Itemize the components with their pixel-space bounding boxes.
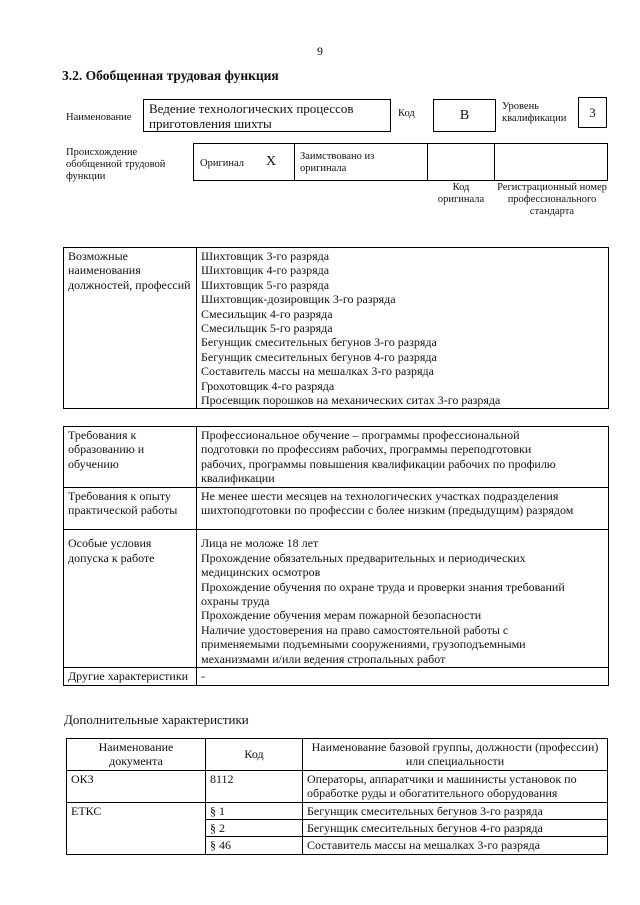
header-name: Наименование базовой группы, должности (профессии) или специальности <box>303 739 608 771</box>
level-value: 3 <box>578 97 607 128</box>
origin-label: Происхождение обобщенной трудовой функции <box>66 147 166 182</box>
experience-label: Требования к опыту практической работы <box>64 487 197 530</box>
text-line: подготовки по профессиям рабочих, программы переподготовки <box>201 442 532 457</box>
okz-name <box>303 770 608 802</box>
table-row <box>67 802 608 819</box>
code-value: В <box>433 99 496 132</box>
text-line: квалификации <box>201 471 275 486</box>
text-line: рабочих, программы повышения квалификации рабочих по профилю <box>201 456 556 471</box>
etks-code: § 2 <box>206 820 303 837</box>
experience-value <box>197 487 609 530</box>
list-item: Шихтовщик 5-го разряда <box>201 277 330 292</box>
text-line: Не менее шести месяцев на технологических участках подразделения <box>201 488 559 503</box>
text-line: Лица не моложе 18 лет <box>201 536 319 551</box>
original-mark: X <box>266 154 277 169</box>
positions-table <box>63 247 609 409</box>
code-label: Код <box>398 108 415 119</box>
additional-title: Дополнительные характеристики <box>64 712 249 727</box>
other-characteristics-value: - <box>197 668 609 685</box>
section-title: 3.2. Обобщенная трудовая функция <box>62 68 279 83</box>
etks-name: Бегунщик смесительных бегунов 3-го разряда <box>303 802 608 819</box>
text-line: Прохождение обязательных предварительных и периодических <box>201 550 526 565</box>
requirements-table <box>63 426 609 686</box>
list-item: Грохотовщик 4-го разряда <box>201 378 335 393</box>
original-label: Оригинал <box>200 158 244 169</box>
table-row <box>64 487 609 530</box>
origin-divider <box>427 143 428 181</box>
list-item: Смесильщик 5-го разряда <box>201 321 333 336</box>
original-code-caption: Код оригинала <box>437 182 485 205</box>
etks-code: § 46 <box>206 837 303 854</box>
text-line: медицинских осмотров <box>201 565 321 580</box>
text-line: механизмами и/или ведения стропальных работ <box>201 651 446 666</box>
text-line: Наличие удостоверения на право самостоятельной работы с <box>201 622 509 637</box>
etks-name: Бегунщик смесительных бегунов 4-го разряда <box>303 820 608 837</box>
text-line: применяемыми подъемными сооружениями, грузоподъемными <box>201 637 526 652</box>
list-item: Шихтовщик 3-го разряда <box>201 249 330 263</box>
text-line: Прохождение обучения мерам пожарной безопасности <box>201 608 482 623</box>
special-conditions-label: Особые условия допуска к работе <box>64 530 197 668</box>
page-number: 9 <box>317 44 323 58</box>
origin-divider <box>494 143 495 181</box>
registration-number-caption: Регистрационный номер профессионального стандарта <box>497 182 607 217</box>
okz-doc: ОКЗ <box>67 770 206 802</box>
text-line: шихтоподготовки по профессии с более низким (предыдущим) разрядом <box>201 503 574 518</box>
okz-code: 8112 <box>206 770 303 802</box>
etks-doc: ЕТКС <box>67 802 206 854</box>
list-item: Шихтовщик-дозировщик 3-го разряда <box>201 292 396 307</box>
education-label: Требования к образованию и обучению <box>64 427 197 488</box>
function-name-value: Ведение технологических процессов приготовления шихты <box>143 99 391 132</box>
list-item: Шихтовщик 4-го разряда <box>201 263 330 278</box>
positions-label: Возможные наименования должностей, профессий <box>64 248 197 409</box>
text-line: обработке руды и обогатительного оборудования <box>307 786 558 801</box>
etks-name: Составитель массы на мешалках 3-го разряда <box>303 837 608 854</box>
list-item: Составитель массы на мешалках 3-го разряда <box>201 364 434 379</box>
table-row <box>64 668 609 685</box>
other-characteristics-label: Другие характеристики <box>64 668 197 685</box>
education-value <box>197 427 609 488</box>
table-row <box>67 770 608 802</box>
borrowed-label: Заимствовано из оригинала <box>300 151 375 174</box>
additional-table <box>66 738 608 855</box>
list-item: Просевщик порошков на механических ситах 3-го разряда <box>201 393 501 408</box>
level-label: Уровень квалификации <box>502 101 567 124</box>
header-code: Код <box>206 739 303 771</box>
table-row <box>64 530 609 668</box>
table-row <box>64 427 609 488</box>
list-item: Смесильщик 4-го разряда <box>201 306 333 321</box>
etks-code: § 1 <box>206 802 303 819</box>
text-line: Профессиональное обучение – программы профессиональной <box>201 428 520 442</box>
header-document: Наименование документа <box>67 739 206 771</box>
name-label: Наименование <box>66 112 132 123</box>
special-conditions-value <box>197 530 609 668</box>
table-row <box>67 739 608 771</box>
text-line: Операторы, аппаратчики и машинисты установок по <box>307 771 577 786</box>
list-item: Бегунщик смесительных бегунов 4-го разряда <box>201 349 437 364</box>
list-item: Бегунщик смесительных бегунов 3-го разряда <box>201 335 437 350</box>
text-line: охраны труда <box>201 594 270 609</box>
text-line: Прохождение обучения по охране труда и проверки знания требований <box>201 579 565 594</box>
origin-divider <box>294 143 295 181</box>
positions-list <box>197 248 609 409</box>
